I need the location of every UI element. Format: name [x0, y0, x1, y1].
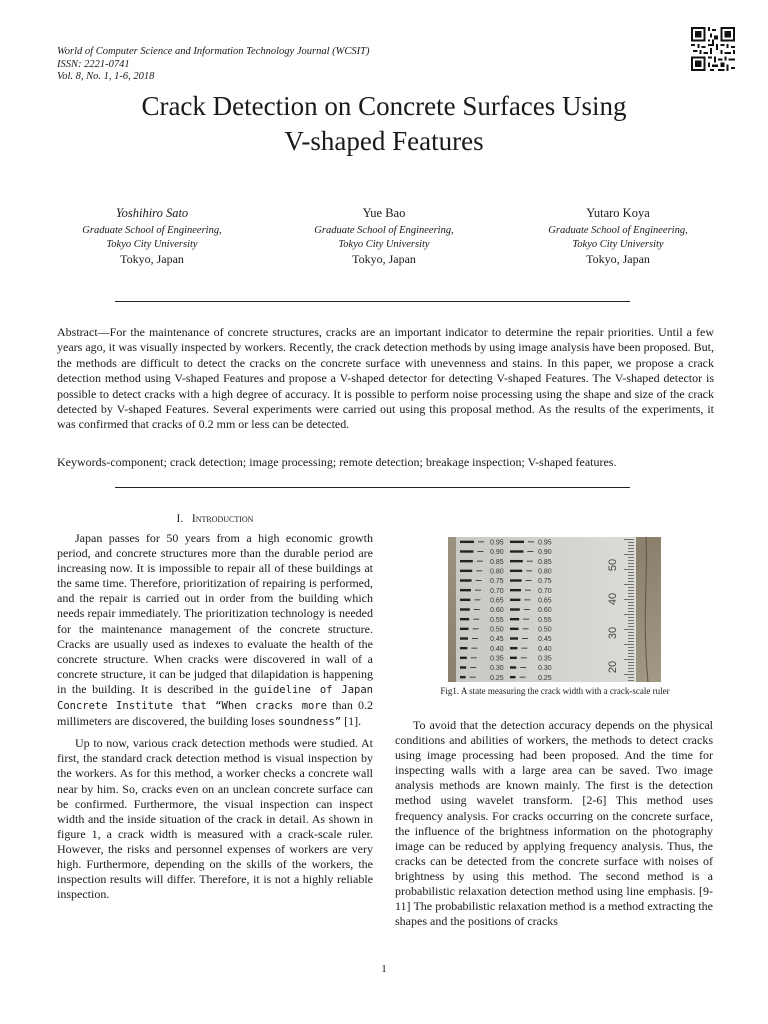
mm-tick: [628, 557, 634, 558]
width-tick: [510, 608, 520, 610]
width-subtick: [523, 619, 529, 620]
mm-tick: [628, 638, 634, 639]
intro-paragraph-2: Up to now, various crack detection methods were studied. At first, the standard crack detection method is visual inspection by the workers. As for this method, a worker checks a concrete wall near by him. So, cracks even on an unclean concrete surface can be confirmed. Furthermore, the visual inspection can inspect width and the inside situation of the crack in detail. As shown in figure 1, a crack width is measured with a crack-scale ruler. However, the risks and personnel expenses of workers are very high. Furthermore, depending on the skills of the workers, the inspection results will differ. Therefore, it is not a highly reliable inspection.: [57, 736, 373, 902]
width-label: 0.50: [538, 626, 552, 634]
width-label: 0.50: [490, 626, 504, 634]
mm-tick: [628, 545, 634, 546]
mm-label: 20: [607, 660, 619, 674]
mm-tick: [628, 581, 634, 582]
width-label: 0.60: [538, 607, 552, 615]
width-subtick: [471, 648, 477, 649]
width-tick: [460, 579, 472, 581]
width-tick: [510, 579, 522, 581]
width-subtick: [471, 657, 477, 658]
width-subtick: [526, 570, 532, 571]
width-label: 0.90: [490, 549, 504, 557]
journal-issn: ISSN: 2221-0741: [57, 58, 130, 70]
mm-tick: [624, 554, 634, 555]
width-label: 0.45: [538, 636, 552, 644]
intro-paragraph-1: [57, 531, 373, 730]
author-affiliation: [284, 224, 484, 252]
mm-tick: [628, 578, 634, 579]
width-tick: [510, 589, 521, 591]
width-tick: [510, 541, 524, 543]
width-label: 0.70: [490, 587, 504, 595]
width-tick: [510, 570, 522, 572]
mm-tick: [628, 617, 634, 618]
mm-tick: [624, 644, 634, 645]
width-tick: [510, 618, 519, 620]
width-tick: [460, 570, 472, 572]
mm-tick: [628, 563, 634, 564]
width-label: 0.85: [538, 558, 552, 566]
mm-tick: [628, 575, 634, 576]
width-tick: [510, 550, 523, 552]
mm-label: 30: [607, 626, 619, 640]
journal-volume: Vol. 8, No. 1, 1-6, 2018: [57, 71, 155, 82]
author-name: Yoshihiro Sato: [115, 206, 189, 220]
mm-tick: [628, 551, 634, 552]
width-label: 0.55: [490, 616, 504, 624]
width-label: 0.30: [490, 665, 504, 673]
width-tick: [460, 637, 468, 639]
width-subtick: [527, 561, 533, 562]
width-tick: [460, 541, 474, 543]
mm-label: 40: [607, 592, 619, 606]
width-label: 0.65: [538, 597, 552, 605]
affiliation-school: Graduate School of Engineering,: [548, 225, 688, 236]
author-city: Tokyo, Japan: [352, 252, 416, 266]
citation: [1].: [341, 714, 362, 729]
width-label: 0.80: [490, 568, 504, 576]
affiliation-university: Tokyo City University: [572, 239, 664, 250]
keywords: Keywords-component; crack detection; image processing; remote detection; breakage inspection; V-shaped features.: [57, 455, 617, 469]
mm-tick: [624, 659, 634, 660]
author-block: [518, 205, 718, 266]
width-label: 0.95: [538, 539, 552, 547]
mm-tick: [628, 647, 634, 648]
qr-code-icon: [691, 27, 735, 71]
width-label: 0.90: [538, 549, 552, 557]
author-name: Yue Bao: [362, 206, 406, 220]
mm-tick: [628, 590, 634, 591]
abstract: Abstract—For the maintenance of concrete structures, cracks are an important indicator to determine the repair priorities. Until a few years ago, it was visually inspected by workers. Recently, the crack detection methods by using image analysis have been proposed. But, the methods are difficult to detect the cracks on the concrete surface with unevenness and stains. In this paper, we propose a crack detection method using V-shaped Features and propose a V-shaped detector for detecting V-shaped Features. The V-shaped detector is possible to detect cracks with a high degree of accuracy. It is possible to perform noise processing using the shape and size of the crack detected by V-shaped Features. Several experiments were carried out using this proposal method. As the results of the experiments, it was confirmed that cracks of 0.2 mm or less can be detected.: [57, 325, 714, 432]
width-tick: [460, 628, 469, 630]
width-subtick: [521, 657, 527, 658]
width-tick: [510, 676, 516, 678]
width-label: 0.65: [490, 597, 504, 605]
title-line-1: Crack Detection on Concrete Surfaces Using: [141, 91, 627, 121]
affiliation-university: Tokyo City University: [106, 239, 198, 250]
mm-tick: [628, 560, 634, 561]
width-tick: [510, 647, 517, 649]
journal-header: [57, 46, 369, 84]
width-label: 0.75: [538, 578, 552, 586]
width-tick: [460, 589, 471, 591]
author-name: Yutaro Koya: [586, 206, 650, 220]
mm-tick: [624, 539, 634, 540]
mm-tick: [628, 650, 634, 651]
page-number: 1: [381, 963, 387, 975]
mm-tick: [628, 626, 634, 627]
mm-tick: [628, 641, 634, 642]
width-tick: [510, 637, 518, 639]
mm-tick: [628, 605, 634, 606]
width-subtick: [523, 628, 529, 629]
width-tick: [510, 560, 523, 562]
left-column: [57, 531, 373, 908]
width-subtick: [521, 648, 527, 649]
intro-text: than 0.2 millimeters are discovered, the building loses: [57, 698, 373, 729]
mm-tick: [628, 596, 634, 597]
width-tick: [510, 599, 520, 601]
mm-tick: [628, 566, 634, 567]
width-subtick: [477, 551, 483, 552]
mm-tick: [628, 602, 634, 603]
width-subtick: [520, 667, 526, 668]
width-subtick: [475, 590, 481, 591]
width-label: 0.75: [490, 578, 504, 586]
width-subtick: [474, 599, 480, 600]
mm-tick: [628, 587, 634, 588]
width-subtick: [522, 638, 528, 639]
width-label: 0.70: [538, 587, 552, 595]
width-subtick: [478, 541, 484, 542]
mm-tick: [628, 662, 634, 663]
mm-tick: [628, 620, 634, 621]
divider: [115, 301, 630, 302]
mm-tick: [628, 656, 634, 657]
width-tick: [460, 560, 473, 562]
width-tick: [510, 628, 519, 630]
width-label: 0.80: [538, 568, 552, 576]
figure-caption: Fig1. A state measuring the crack width with a crack-scale ruler: [440, 686, 670, 696]
mm-tick: [624, 629, 634, 630]
width-subtick: [525, 590, 531, 591]
width-subtick: [470, 677, 476, 678]
width-label: 0.40: [538, 645, 552, 653]
width-label: 0.35: [490, 655, 504, 663]
width-subtick: [526, 580, 532, 581]
width-label: 0.30: [538, 665, 552, 673]
author-city: Tokyo, Japan: [586, 252, 650, 266]
mm-tick: [628, 635, 634, 636]
width-label: 0.85: [490, 558, 504, 566]
mm-label: 50: [607, 558, 619, 572]
width-subtick: [474, 609, 480, 610]
width-subtick: [527, 551, 533, 552]
width-subtick: [477, 561, 483, 562]
mm-tick: [628, 548, 634, 549]
journal-name: World of Computer Science and Information Technology Journal (WCSIT): [57, 46, 370, 57]
right-paragraph-1: To avoid that the detection accuracy depends on the physical conditions and abilities of workers, the methods to detect cracks using image processing had been proposed. And the time for inspecting walls with a large area can be saved. Two image analysis methods are known mainly. The first is the detection method using wavelet transform. [2-6] This method uses frequency analysis. For cracks occurring on the concrete surface, the influence of the brightness information on the photography image can be reduced by applying frequency analysis. Thus, the cracks can be detected from the concrete surface with noises of brightness by using this method. The second method is a probabilistic relaxation detection method using line emphasis. [9-11] The probabilistic relaxation method is a method extracting the shapes and the positions of cracks: [395, 718, 713, 929]
author-block: [52, 205, 252, 266]
mm-tick: [628, 677, 634, 678]
mm-tick: [628, 572, 634, 573]
mm-tick: [628, 665, 634, 666]
width-tick: [460, 676, 466, 678]
width-subtick: [528, 541, 534, 542]
mm-tick: [628, 542, 634, 543]
affiliation-school: Graduate School of Engineering,: [314, 225, 454, 236]
width-tick: [460, 550, 473, 552]
width-tick: [510, 666, 516, 668]
author-affiliation: [518, 224, 718, 252]
crack-scale-ruler-photo: [448, 537, 661, 682]
mm-tick: [624, 584, 634, 585]
mm-tick: [628, 671, 634, 672]
guideline-quote: guideline of Japan Concrete Institute that “When cracks more: [57, 683, 373, 713]
width-label: 0.45: [490, 636, 504, 644]
width-tick: [460, 666, 466, 668]
mm-tick: [628, 653, 634, 654]
width-subtick: [473, 628, 479, 629]
width-tick: [460, 657, 467, 659]
width-subtick: [524, 599, 530, 600]
affiliation-university: Tokyo City University: [338, 239, 430, 250]
section-number: I.: [176, 513, 184, 525]
width-tick: [460, 618, 469, 620]
width-tick: [460, 599, 470, 601]
mm-tick: [624, 599, 634, 600]
width-subtick: [470, 667, 476, 668]
mm-tick: [628, 623, 634, 624]
width-label: 0.60: [490, 607, 504, 615]
section-title: Introduction: [191, 513, 254, 525]
paper-title: [0, 89, 768, 159]
width-label: 0.25: [490, 674, 504, 682]
mm-tick: [624, 569, 634, 570]
guideline-quote-end: soundness”: [277, 716, 342, 729]
width-label: 0.95: [490, 539, 504, 547]
title-line-2: V-shaped Features: [284, 126, 484, 156]
width-tick: [460, 608, 470, 610]
width-label: 0.55: [538, 616, 552, 624]
divider: [115, 487, 630, 488]
affiliation-school: Graduate School of Engineering,: [82, 225, 222, 236]
mm-tick: [628, 680, 634, 681]
width-subtick: [473, 619, 479, 620]
width-subtick: [520, 677, 526, 678]
width-subtick: [476, 570, 482, 571]
width-subtick: [476, 580, 482, 581]
mm-tick: [624, 674, 634, 675]
author-block: [284, 205, 484, 266]
section-heading: [57, 513, 373, 525]
width-label: 0.25: [538, 674, 552, 682]
author-city: Tokyo, Japan: [120, 252, 184, 266]
mm-tick: [628, 611, 634, 612]
right-column: [395, 718, 713, 935]
intro-text: Japan passes for 50 years from a high economic growth period, and concrete structures more than the durable period are increasing now. It is impossible to repair all of these buildings at the same time. Therefore, prioritization of repairing is performed, and the repair is carried out in order from the building which needs repair immediately. The prioritization technology is needed for the maintenance management of the concrete structure. Cracks are usually used as indexes to evaluate the health of the concrete structure. When cracks were discovered in wall of a concrete structure, it can be judged that dilapidation is happening in the building. It is described in the: [57, 531, 373, 696]
mm-tick: [628, 593, 634, 594]
author-affiliation: [52, 224, 252, 252]
width-subtick: [524, 609, 530, 610]
width-subtick: [472, 638, 478, 639]
mm-tick: [624, 614, 634, 615]
width-label: 0.40: [490, 645, 504, 653]
width-tick: [510, 657, 517, 659]
mm-tick: [628, 608, 634, 609]
mm-tick: [628, 632, 634, 633]
width-label: 0.35: [538, 655, 552, 663]
mm-tick: [628, 668, 634, 669]
width-tick: [460, 647, 467, 649]
